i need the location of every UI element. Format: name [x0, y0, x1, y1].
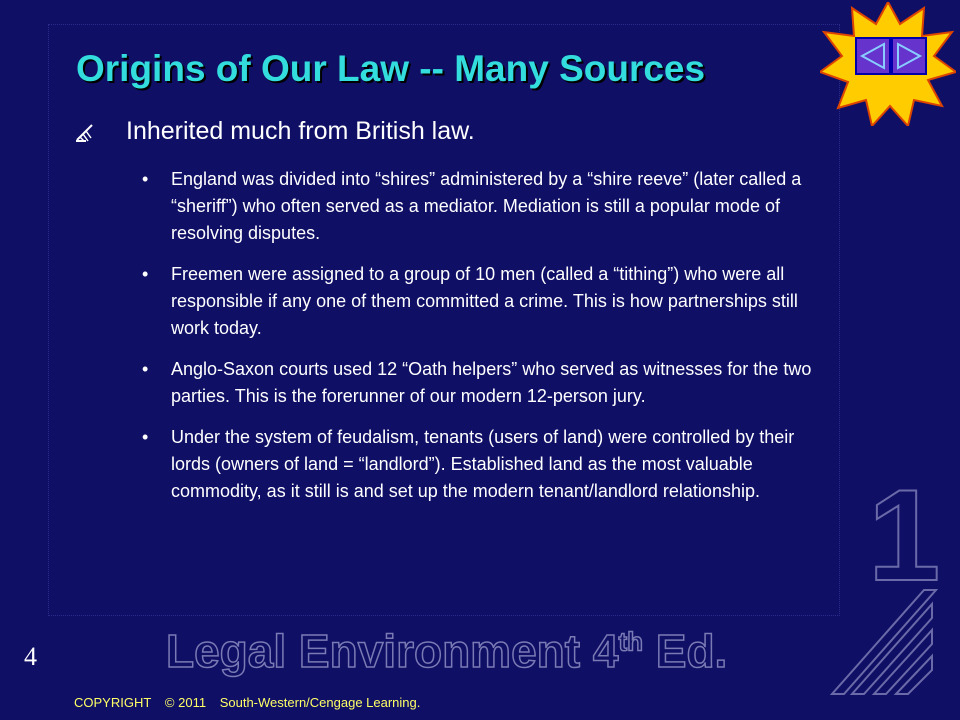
bullet-dot: •: [142, 427, 149, 447]
bullet-dot: •: [142, 169, 149, 189]
slide-title: Origins of Our Law -- Many Sources: [76, 48, 706, 89]
sub-bullet-item: [140, 166, 830, 247]
prev-slide-button[interactable]: [856, 38, 890, 74]
main-bullet: [74, 117, 475, 146]
sub-bullet-list: [140, 166, 830, 519]
copyright-year: © 2011: [164, 695, 207, 710]
book-title-sup: th: [618, 626, 643, 657]
sub-bullet-text: Under the system of feudalism, tenants (users of land) were controlled by their lords (owners of land = “landlord”). Established land as the most valuable commodity, as it still is and set up the modern tenant/landlord relationship.: [171, 427, 795, 501]
sub-bullet-text: England was divided into “shires” administered by a “shire reeve” (later called a “sheriff”) who often served as a mediator. Mediation is still a popular mode of resolving disputes.: [171, 169, 802, 243]
book-title-main: Legal Environment 4: [166, 625, 619, 677]
sub-bullet-text: Freemen were assigned to a group of 10 men (called a “tithing”) who were all responsible if any one of them committed a crime. This is how partnerships still work today.: [171, 264, 798, 338]
pen-bullet-icon: [74, 121, 96, 143]
sub-bullet-text: Anglo-Saxon courts used 12 “Oath helpers” who served as witnesses for the two parties. This is the forerunner of our modern 12-person jury.: [171, 359, 812, 406]
decorative-stripes-icon: [828, 586, 938, 698]
sub-bullet-item: [140, 424, 830, 505]
bullet-dot: •: [142, 264, 149, 284]
copyright-label: COPYRIGHT: [74, 695, 152, 710]
copyright-publisher: South-Western/Cengage Learning.: [219, 695, 421, 710]
sub-bullet-item: [140, 261, 830, 342]
sub-bullet-item: [140, 356, 830, 410]
chapter-number: 1: [868, 462, 941, 608]
main-bullet-text: Inherited much from British law.: [126, 117, 475, 145]
next-slide-button[interactable]: [892, 38, 926, 74]
page-number: 4: [24, 642, 37, 671]
nav-star-badge: [820, 2, 956, 126]
copyright-line: [74, 695, 430, 710]
book-title-suffix: Ed.: [642, 625, 728, 677]
bullet-dot: •: [142, 359, 149, 379]
book-title: [166, 625, 728, 677]
